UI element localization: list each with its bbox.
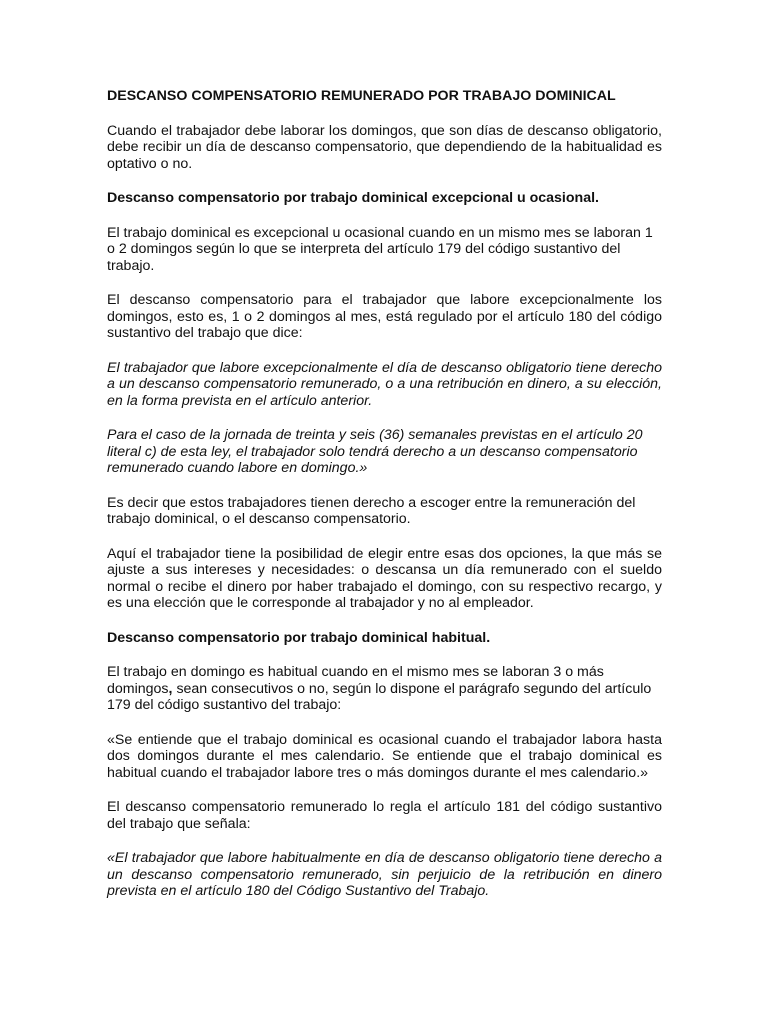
paragraph-definicion-habitual-main: El trabajo en domingo es habitual cuando en el mismo mes se laboran 3 o más domingos [107, 664, 604, 697]
paragraph-opciones: Aquí el trabajador tiene la posibilidad de elegir entre esas dos opciones, la que más se ajuste a sus intereses y necesidades: o descansa un día remunerado con el sueldo normal o recibe el dinero por haber trabajado el domingo, con su respectivo recargo, y es una elección que le corresponde al trabajador y no al empleador. [107, 545, 662, 611]
quote-articulo-181: «El trabajador que labore habitualmente en día de descanso obligatorio tiene derecho a un descanso compensatorio remunerado, sin perjuicio de la retribución en dinero prevista en el artículo 180 del Código Sustantivo del Trabajo. [107, 850, 662, 899]
paragraph-derecho-escoger: Es decir que estos trabajadores tienen derecho a escoger entre la remuneración del trabajo dominical, o el descanso compensatorio. [107, 494, 636, 527]
section-heading-ocasional: Descanso compensatorio por trabajo dominical excepcional u ocasional. [107, 190, 599, 206]
paragraph-articulo-181: El descanso compensatorio remunerado lo regla el artículo 181 del código sustantivo del trabajo que señala: [107, 799, 662, 832]
quote-jornada-36: Para el caso de la jornada de treinta y seis (36) semanales previstas en el artículo 20 literal c) de esta ley, el trabajador solo tendrá derecho a un descanso compensatorio remunerado cuando labore en domingo.» [107, 427, 643, 476]
paragraph-definicion-habitual-comma: , [168, 680, 173, 697]
document-title: DESCANSO COMPENSATORIO REMUNERADO POR TRABAJO DOMINICAL [107, 88, 616, 104]
paragraph-articulo-180: El descanso compensatorio para el trabajador que labore excepcionalmente los domingos, esto es, 1 o 2 domingos al mes, está regulado por el artículo 180 del código sustantivo del trabajo que dice: [107, 292, 662, 341]
section-heading-habitual: Descanso compensatorio por trabajo dominical habitual. [107, 629, 491, 646]
quote-articulo-180: El trabajador que labore excepcionalmente el día de descanso obligatorio tiene derecho a un descanso compensatorio remunerado, o a una retribución en dinero, a su elección, en la forma prevista en el artículo anterior. [107, 359, 662, 409]
quote-paragrafo-179: «Se entiende que el trabajo dominical es ocasional cuando el trabajador labora hasta dos domingos durante el mes calendario. Se entiende que el trabajo dominical es habitual cuando el trabajador labore tres o más domingos durante el mes calendario.» [107, 731, 662, 781]
paragraph-definicion-habitual-rest: sean consecutivos o no, según lo dispone el parágrafo segundo del artículo 179 del código sustantivo del trabajo: [107, 680, 652, 713]
document-page [107, 88, 662, 918]
intro-paragraph: Cuando el trabajador debe laborar los domingos, que son días de descanso obligatorio, debe recibir un día de descanso compensatorio, que dependiendo de la habitualidad es optativo o no. [107, 122, 662, 172]
paragraph-definicion-ocasional: El trabajo dominical es excepcional u ocasional cuando en un mismo mes se laboran 1 o 2 domingos según lo que se interpreta del artículo 179 del código sustantivo del trabajo. [107, 224, 653, 274]
paragraph-definicion-habitual [107, 664, 662, 714]
